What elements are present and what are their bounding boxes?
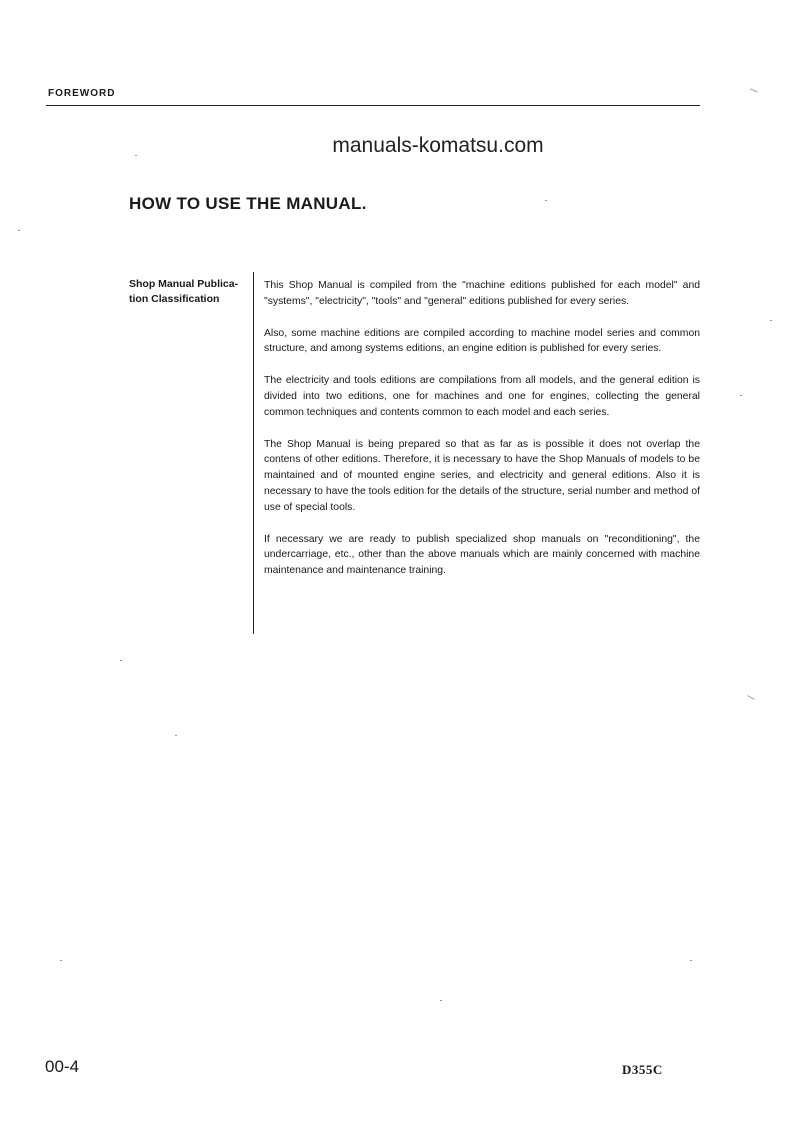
side-heading-line-1: Shop Manual Publica- — [129, 278, 239, 290]
scan-speck — [18, 230, 20, 231]
page-title-text: HOW TO USE THE MANUAL — [129, 194, 362, 213]
scan-speck — [135, 155, 137, 156]
scan-speck — [750, 88, 758, 92]
model-code: D355C — [622, 1062, 663, 1077]
paragraph: The Shop Manual is being prepared so that as far as is possible it does not overlap the contens of other editions. Therefore, it is necessary to have the Shop Manuals of models to be maintained and of mounted engine series, and electricity and general editions. Also it is necessary to have the tools edition for the details of the structure, serial number and method of use of special tools. — [264, 438, 700, 513]
page-title — [129, 194, 367, 214]
page-title-period: . — [361, 194, 367, 213]
page-number: 00-4 — [45, 1057, 80, 1076]
paragraph: This Shop Manual is compiled from the "machine editions published for each model" and "systems", "electricity", "tools" and "general" editions published for every series. — [264, 280, 700, 307]
paragraph: The electricity and tools editions are compilations from all models, and the general edition is divided into two editions, one for machines and one for engines, collecting the general common techniques and contents common to each model and each series. — [264, 375, 700, 418]
header-divider — [46, 105, 700, 106]
section-header-label: FOREWORD — [48, 88, 116, 99]
body-text — [264, 278, 700, 595]
margin-bar — [253, 272, 254, 634]
side-heading — [129, 277, 249, 307]
paragraph: If necessary we are ready to publish specialized shop manuals on "reconditioning", the undercarriage, etc., other than the above manuals which are mainly concerned with machine maintenance and maintenance training. — [264, 533, 700, 577]
scan-speck — [545, 200, 547, 201]
scan-speck — [60, 960, 62, 961]
watermark-url: manuals-komatsu.com — [332, 134, 544, 157]
scan-speck — [770, 320, 772, 321]
scan-speck — [690, 960, 692, 961]
side-heading-line-2: tion Classification — [129, 293, 220, 305]
paragraph: Also, some machine editions are compiled according to machine model series and common structure, and among systems editions, an engine edition is published for every series. — [264, 327, 700, 355]
scan-speck — [440, 1000, 442, 1001]
scan-speck — [747, 695, 754, 700]
scan-speck — [120, 660, 122, 661]
scan-speck — [175, 735, 177, 736]
scan-speck — [740, 395, 742, 396]
